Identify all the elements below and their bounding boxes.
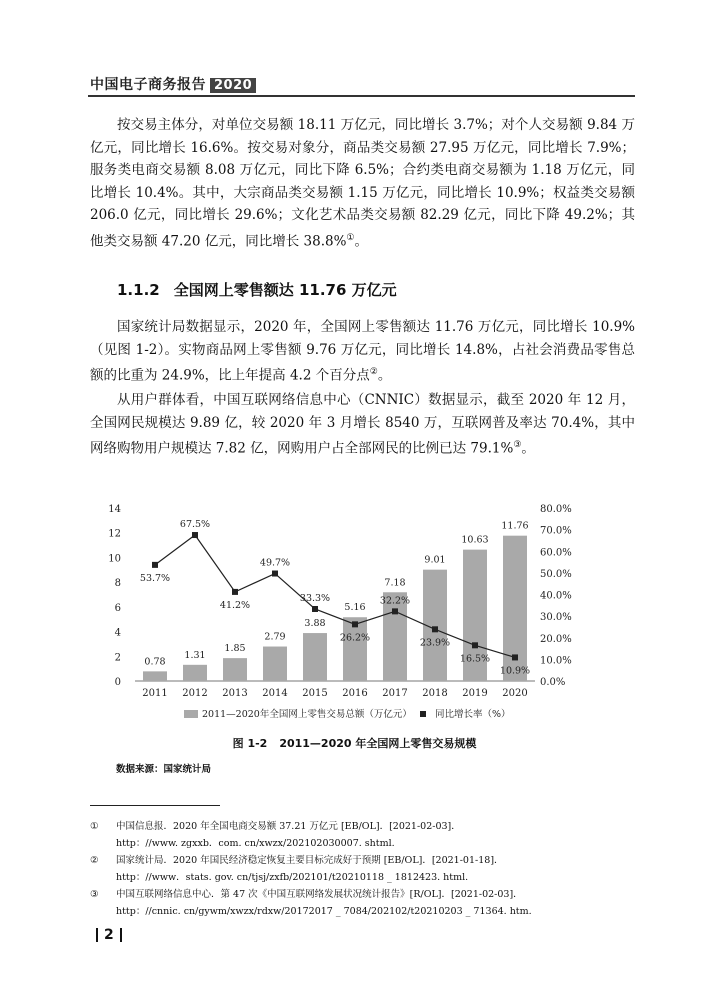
x-tick-label: 2014 <box>262 688 288 699</box>
y-left-tick-label: 14 <box>108 504 121 515</box>
growth-rate-label: 33.3% <box>299 592 331 604</box>
page-number: 2 <box>90 927 128 943</box>
y-left-tick-label: 0 <box>114 677 121 688</box>
growth-rate-point <box>272 571 278 577</box>
footnote-ref-3: ③ <box>513 440 522 450</box>
footnote-text: 中国互联网络信息中心．第 47 次《中国互联网络发展状况统计报告》[R/OL]．[2021-02-03]． <box>116 889 523 900</box>
report-title: 中国电子商务报告 <box>90 77 206 93</box>
y-left-tick-label: 4 <box>114 627 121 639</box>
bar-value-label: 10.63 <box>461 534 489 546</box>
report-year: 2020 <box>210 78 256 93</box>
y-right-tick-label: 30.0% <box>540 612 572 624</box>
x-tick-label: 2011 <box>142 688 168 699</box>
growth-rate-label: 53.7% <box>139 572 171 584</box>
growth-rate-label: 26.2% <box>339 632 371 644</box>
legend-swatch-bars <box>184 710 198 718</box>
bar-value-label: 5.16 <box>344 602 366 614</box>
x-tick-label: 2016 <box>342 688 368 699</box>
bar-value-label: 2.79 <box>264 631 286 643</box>
y-right-tick-label: 40.0% <box>540 590 572 602</box>
growth-rate-point <box>472 642 478 648</box>
footnote-url: http：//www．stats. gov. cn/tjsj/zxfb/202101/t20210118 _ 1812423. html. <box>116 872 469 883</box>
y-right-tick-label: 0.0% <box>540 677 566 688</box>
growth-rate-point <box>432 626 438 632</box>
growth-rate-point <box>152 562 158 568</box>
growth-rate-label: 10.9% <box>499 665 531 677</box>
growth-rate-label: 49.7% <box>259 557 291 569</box>
footnote-text: 中国信息报．2020 年全国电商交易额 37.21 万亿元 [EB/OL]．[2021-02-03]． <box>116 821 461 832</box>
data-source: 数据来源：国家统计局 <box>116 764 212 775</box>
growth-rate-point <box>392 608 398 614</box>
x-tick-label: 2017 <box>382 688 408 699</box>
x-tick-label: 2018 <box>422 688 448 699</box>
bar <box>143 671 167 681</box>
bar <box>303 633 327 681</box>
growth-rate-label: 23.9% <box>419 637 451 649</box>
footnote-ref-2: ② <box>369 367 378 377</box>
legend-label-line: 同比增长率（%） <box>435 709 511 720</box>
y-left-tick-label: 10 <box>108 553 121 565</box>
bar <box>183 665 207 681</box>
footnote-text: 国家统计局．2020 年国民经济稳定恢复主要目标完成好于预期 [EB/OL]．[2021-01-18]． <box>116 855 504 866</box>
y-left-tick-label: 2 <box>114 652 121 664</box>
figure-caption <box>0 735 721 751</box>
x-tick-label: 2013 <box>222 688 248 699</box>
growth-rate-label: 16.5% <box>459 653 491 665</box>
footnote-3 <box>90 886 635 920</box>
bar-value-label: 1.31 <box>184 649 206 661</box>
growth-rate-point <box>352 621 358 627</box>
y-left-tick-label: 8 <box>114 578 121 590</box>
growth-rate-line <box>155 535 515 657</box>
footnote-rule <box>90 805 220 806</box>
bar <box>223 658 247 681</box>
y-right-tick-label: 60.0% <box>540 547 572 559</box>
y-right-tick-label: 80.0% <box>540 504 572 515</box>
legend-label-bars: 2011—2020年全国网上零售交易总额（万亿元） <box>202 709 412 720</box>
y-right-tick-label: 10.0% <box>540 655 572 667</box>
section-number: 1.1.2 <box>117 281 160 299</box>
paragraph-user-base: 从用户群体看，中国互联网络信息中心（CNNIC）数据显示，截至 2020 年 12 月，全国网民规模达 9.89 亿，较 2020 年 3 月增长 8540 万，互联网普及率达 70.4%，其中网络购物用户规模达 7.82 亿，网购用户占全部网民的比例已达 79.1%③。 <box>90 392 635 457</box>
legend-swatch-line <box>420 711 426 717</box>
x-tick-label: 2020 <box>502 688 528 699</box>
y-left-tick-label: 12 <box>108 528 121 540</box>
footnote-mark: ① <box>90 821 99 832</box>
paragraph-online-retail: 国家统计局数据显示，2020 年，全国网上零售额达 11.76 万亿元，同比增长 10.9%（见图 1-2）。实物商品网上零售额 9.76 万亿元，同比增长 14.8%，占社会消费品零售总额的比重为 24.9%，比上年提高 4.2 个百分点②。 <box>90 319 635 384</box>
growth-rate-point <box>512 654 518 660</box>
section-title: 全国网上零售额达 11.76 万亿元 <box>173 281 397 299</box>
x-tick-label: 2012 <box>182 688 208 699</box>
growth-rate-label: 41.2% <box>219 599 251 611</box>
online-retail-chart <box>90 498 610 730</box>
footnote-2 <box>90 852 635 886</box>
y-right-tick-label: 70.0% <box>540 525 572 537</box>
y-left-tick-label: 6 <box>114 602 121 614</box>
bar-value-label: 7.18 <box>384 577 406 589</box>
y-right-tick-label: 20.0% <box>540 633 572 645</box>
footnote-ref-1: ① <box>346 232 355 243</box>
growth-rate-label: 32.2% <box>379 595 411 607</box>
y-right-tick-label: 50.0% <box>540 568 572 580</box>
bar <box>263 647 287 681</box>
footnote-url: http：//cnnic. cn/gywm/xwzx/rdxw/20172017 _ 7084/202102/t20210203 _ 71364. htm. <box>116 906 532 917</box>
bar-value-label: 9.01 <box>424 554 446 566</box>
footnote-mark: ③ <box>90 889 99 900</box>
header-rule <box>88 95 635 97</box>
running-header <box>90 74 256 94</box>
figure-title: 2011—2020 年全国网上零售交易规模 <box>279 737 477 750</box>
bar-value-label: 1.85 <box>224 643 246 655</box>
x-tick-label: 2015 <box>302 688 328 699</box>
paragraph-transaction-breakdown: 按交易主体分，对单位交易额 18.11 万亿元，同比增长 3.7%；对个人交易额 9.84 万亿元，同比增长 16.6%。按交易对象分，商品类交易额 27.95 万亿元，同比增长 7.9%；服务类电商交易额 8.08 万亿元，同比下降 6.5%；合约类电商交易额为 1.18 万亿元，同比增长 10.4%。其中，大宗商品类交易额 1.15 万亿元，同比增长 10.9%；权益类交易额 206.0 亿元，同比增长 29.6%；文化艺术品类交易额 82.29 亿元，同比下降 49.2%；其他类交易额 47.20 亿元，同比增长 38.8%①。 <box>90 117 635 249</box>
bar-value-label: 11.76 <box>501 520 529 532</box>
growth-rate-point <box>192 532 198 538</box>
footnote-mark: ② <box>90 855 99 866</box>
bar-value-label: 3.88 <box>304 618 326 630</box>
bar-value-label: 0.78 <box>144 656 166 668</box>
footnote-url: http：//www. zgxxb．com. cn/xwzx/202102030007. shtml. <box>116 838 395 849</box>
footnote-1 <box>90 818 635 852</box>
x-tick-label: 2019 <box>462 688 488 699</box>
growth-rate-label: 67.5% <box>179 519 211 531</box>
growth-rate-point <box>312 606 318 612</box>
growth-rate-point <box>232 589 238 595</box>
section-heading <box>117 279 411 300</box>
figure-number: 图 1-2 <box>232 737 268 750</box>
